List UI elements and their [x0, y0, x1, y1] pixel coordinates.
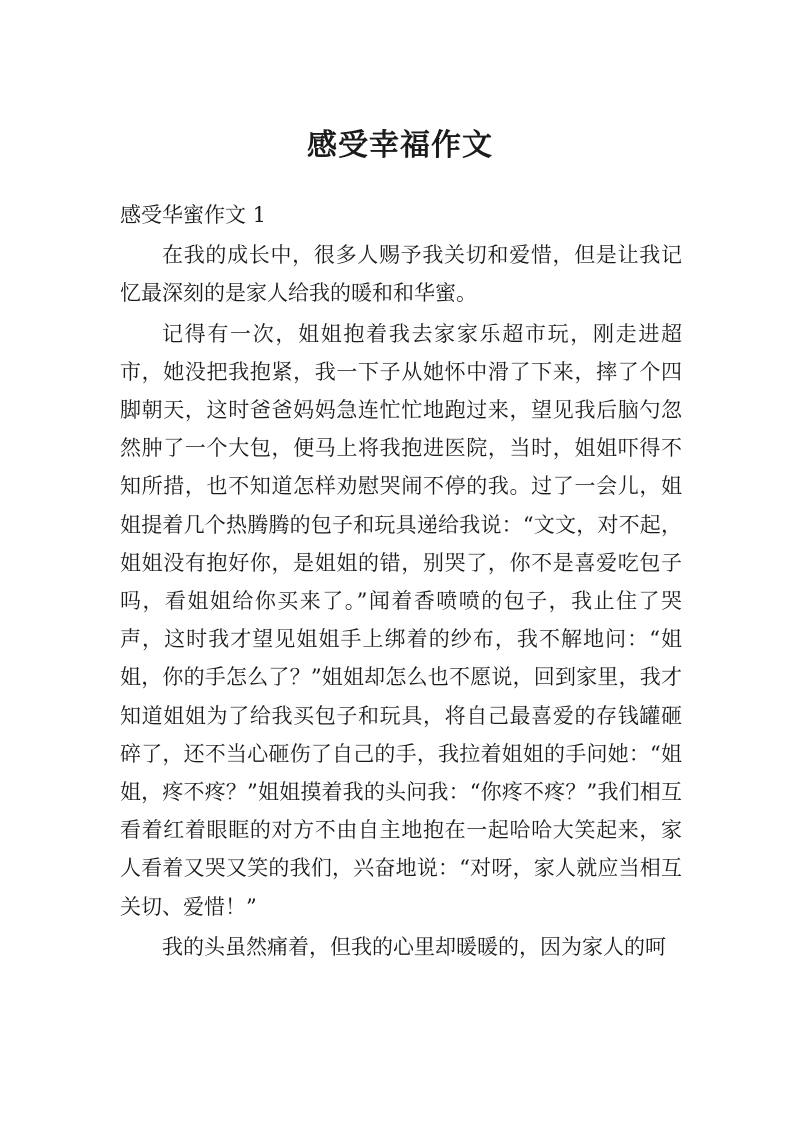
paragraph: 记得有一次，姐姐抱着我去家家乐超市玩，刚走进超市，她没把我抱紧，我一下子从她怀中滑了下来，摔了个四脚朝天，这时爸爸妈妈急连忙忙地跑过来，望见我后脑勺忽然肿了一个大包，便马上将我抱进医院，当时，姐姐吓得不知所措，也不知道怎样劝慰哭闹不停的我。过了一会儿，姐姐提着几个热腾腾的包子和玩具递给我说：“文文，对不起，姐姐没有抱好你，是姐姐的错，别哭了，你不是喜爱吃包子吗，看姐姐给你买来了。”闻着香喷喷的包子，我止住了哭声，这时我才望见姐姐手上绑着的纱布，我不解地问：“姐姐，你的手怎么了？”姐姐却怎么也不愿说，回到家里，我才知道姐姐为了给我买包子和玩具，将自己最喜爱的存钱罐砸碎了，还不当心砸伤了自己的手，我拉着姐姐的手问她：“姐姐，疼不疼？”姐姐摸着我的头问我：“你疼不疼？”我们相互看着红着眼眶的对方不由自主地抱在一起哈哈大笑起来，家人看着又哭又笑的我们，兴奋地说：“对呀，家人就应当相互关切、爱惜！”: [120, 321, 682, 919]
paragraph: 我的头虽然痛着，但我的心里却暖暖的，因为家人的呵: [162, 934, 666, 959]
document-title: 感受幸福作文: [307, 128, 493, 163]
document-body: [120, 196, 682, 966]
section-heading: 感受华蜜作文 1: [120, 203, 267, 227]
paragraph: 在我的成长中，很多人赐予我关切和爱惜，但是让我记忆最深刻的是家人给我的暖和和华蜜。: [120, 243, 682, 306]
